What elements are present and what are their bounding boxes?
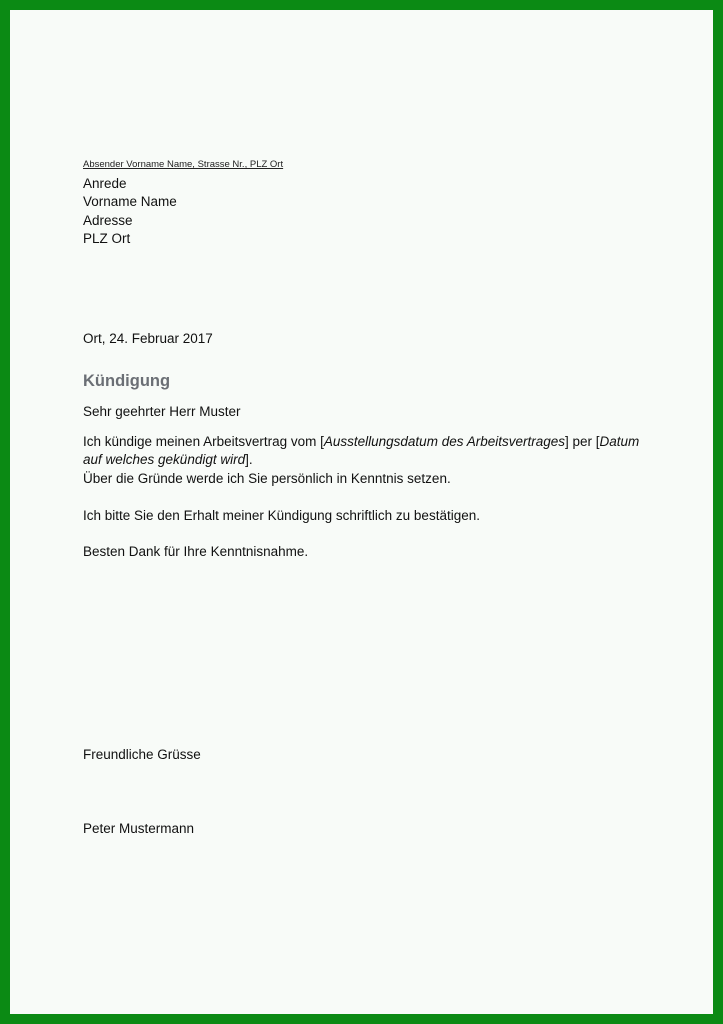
letter-closing: Freundliche Grüsse (83, 747, 201, 762)
body-paragraph-2: Ich bitte Sie den Erhalt meiner Kündigung schriftlich zu bestätigen. (83, 508, 480, 523)
body-placeholder-termination-date-a: Datum (599, 434, 640, 449)
body-line-1 (83, 433, 643, 451)
body-paragraph-3: Besten Dank für Ihre Kenntnisnahme. (83, 544, 309, 559)
body-text-3: ]. (245, 452, 253, 468)
recipient-city: PLZ Ort (83, 230, 131, 246)
body-placeholder-termination-date-b: auf welches gekündigt wird (83, 452, 246, 468)
letter-date: Ort, 24. Februar 2017 (83, 331, 213, 346)
body-paragraph-1 (83, 433, 643, 488)
body-text-1: Ich kündige meinen Arbeitsvertrag vom [ (83, 434, 324, 449)
sender-line: Absender Vorname Name, Strasse Nr., PLZ Ort (83, 159, 284, 170)
recipient-salutation: Anrede (83, 176, 127, 191)
recipient-address-block (83, 175, 177, 248)
signature-name: Peter Mustermann (83, 821, 195, 836)
letter-subject: Kündigung (83, 372, 171, 390)
recipient-name: Vorname Name (83, 194, 177, 210)
body-line-3: Über die Gründe werde ich Sie persönlich in Kenntnis setzen. (83, 470, 451, 486)
letter-salutation: Sehr geehrter Herr Muster (83, 404, 241, 419)
recipient-address: Adresse (83, 212, 133, 228)
body-placeholder-contract-date: Ausstellungsdatum des Arbeitsvertrages (323, 434, 565, 449)
letter-page (10, 10, 713, 1014)
body-line-2 (83, 451, 643, 469)
body-text-2: ] per [ (565, 434, 600, 449)
